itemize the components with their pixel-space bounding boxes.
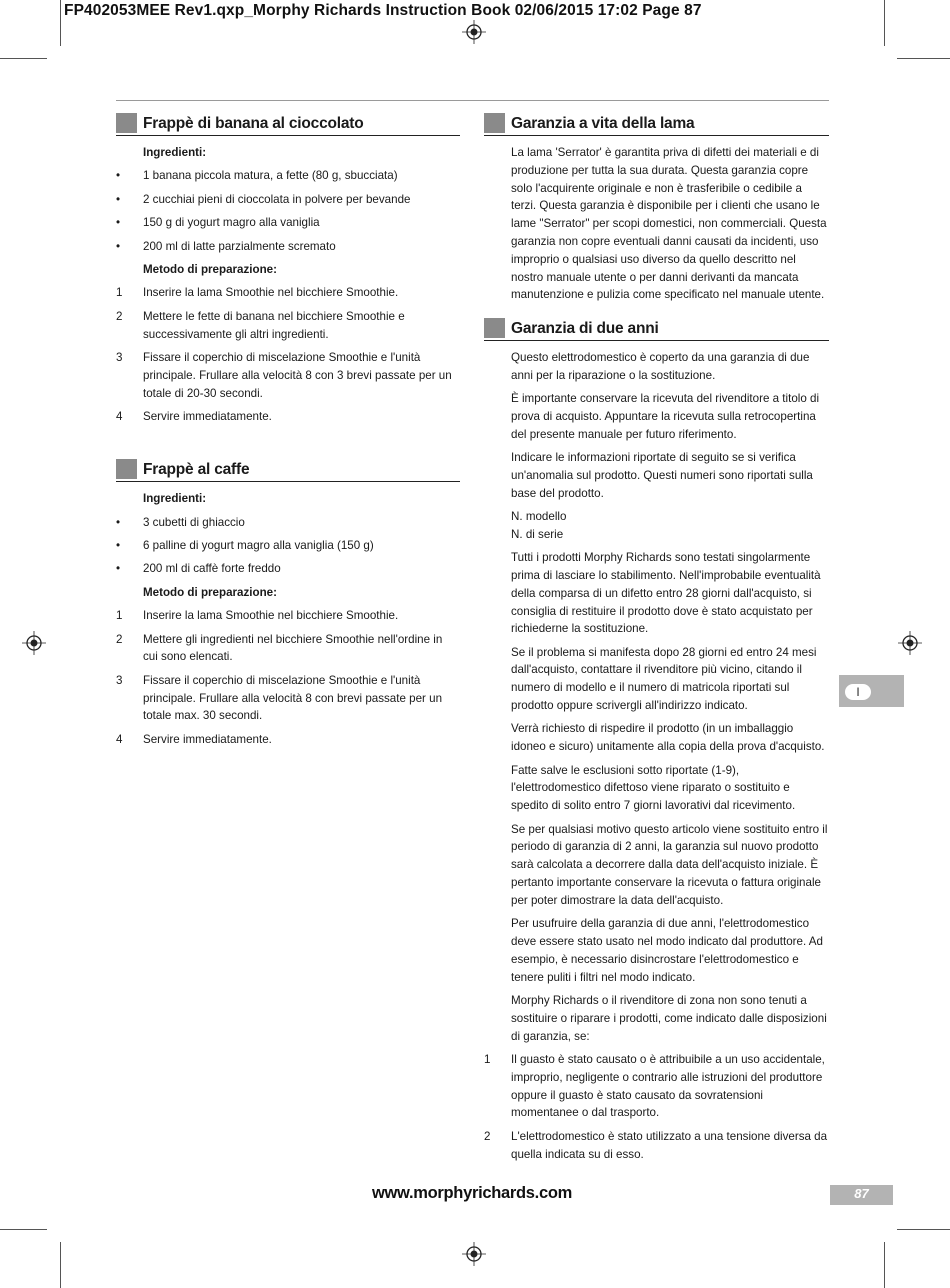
bullet-icon: •	[116, 216, 121, 230]
ingredient-item: • 200 ml di caffè forte freddo	[116, 560, 460, 578]
crop-mark	[60, 1242, 61, 1288]
crop-mark	[884, 1242, 885, 1288]
serial-number-label: N. di serie	[511, 527, 564, 541]
warranty-paragraph: Se per qualsiasi motivo questo articolo viene sostituito entro il periodo di garanzia di 2 anni, la garanzia sul nuovo prodotto sarà calcolata a decorrere dalla data dell'acquisto iniziale. È pertanto importante conservare la ricevuta o fattura originale per poter dimostrare la data dell'acquisto.	[511, 822, 828, 907]
method-step: 2 Mettere le fette di banana nel bicchiere Smoothie e successivamente gli altri ingredienti.	[116, 309, 405, 341]
ingredient-item: • 2 cucchiai pieni di cioccolata in polvere per bevande	[116, 191, 460, 209]
crop-mark	[60, 0, 61, 46]
registration-mark-icon	[22, 631, 46, 655]
bullet-icon: •	[116, 562, 121, 576]
left-column	[116, 113, 460, 754]
recipe-title: Frappè al caffe	[143, 461, 250, 479]
method-step: 3 Fissare il coperchio di miscelazione Smoothie e l'unità principale. Frullare alla velocità 8 con brevi passate per un totale max. 30 secondi.	[116, 673, 443, 723]
method-step: 1 Inserire la lama Smoothie nel bicchiere Smoothie.	[116, 286, 399, 300]
heading-box-icon	[484, 113, 505, 133]
bullet-icon: •	[116, 515, 121, 529]
method-step: 4 Servire immediatamente.	[116, 732, 272, 746]
heading-box-icon	[484, 318, 505, 338]
crop-mark	[897, 1229, 950, 1230]
right-column	[484, 113, 829, 1169]
warranty-paragraph: È importante conservare la ricevuta del rivenditore a titolo di prova di acquisto. Appuntare la ricevuta sulla retrocopertina del presente manuale per futuro riferimento.	[511, 391, 820, 441]
section-heading	[484, 113, 829, 136]
method-step: 3 Fissare il coperchio di miscelazione Smoothie e l'unità principale. Frullare alla velocità 8 con 3 brevi passate per un totale di 20-30 secondi.	[116, 350, 452, 400]
warranty-paragraph: Se il problema si manifesta dopo 28 giorni ed entro 24 mesi dall'acquisto, contattare il rivenditore più vicino, citando il numero di modello e il numero di matricola riportati sul prodotto oppure scrivergli all'indirizzo indicato.	[511, 645, 817, 713]
method-step: 1 Inserire la lama Smoothie nel bicchiere Smoothie.	[116, 609, 399, 623]
method-label: Metodo di preparazione:	[143, 262, 277, 276]
crop-mark	[897, 58, 950, 59]
warranty-paragraph: Fatte salve le esclusioni sotto riportate (1-9), l'elettrodomestico difettoso viene riparato o sostituito e spedito di solito entro 7 giorni lavorativi dal ricevimento.	[511, 763, 796, 813]
language-tab	[839, 675, 904, 707]
warranty-condition: 1 Il guasto è stato causato o è attribuibile a un uso accidentale, improprio, negligente o contrario alle istruzioni del produttore oppure il guasto è stato causato da sovratensioni momentanee o dal trasporto.	[484, 1052, 825, 1120]
warranty-title: Garanzia a vita della lama	[511, 115, 695, 132]
section-heading	[116, 459, 460, 482]
warranty-paragraph: La lama 'Serrator' è garantita priva di difetti dei materiali e di produzione per tutta la sua durata. Questa garanzia copre solo l'acquirente originale e non è trasferibile o cedibile a terzi. Questa garanzia è disponibile per i clienti che usano le lame "Serrator" per scopi domestici, non commerciali. Questa garanzia non copre eventuali danni causati da incidenti, uso improprio o qualsiasi uso diverso da quello descritto nel nostro manuale utente o per danni derivanti da mancata manutenzione e pulizia come specificato nel manuale utente.	[511, 146, 827, 302]
warranty-paragraph: Verrà richiesto di rispedire il prodotto (in un imballaggio idoneo e sicuro) unitamente alla copia della prova d'acquisto.	[511, 722, 825, 754]
bullet-icon: •	[116, 192, 121, 206]
ingredient-item: • 6 palline di yogurt magro alla vaniglia (150 g)	[116, 537, 460, 555]
ingredient-item: • 150 g di yogurt magro alla vaniglia	[116, 214, 460, 232]
crop-mark	[0, 58, 47, 59]
heading-box-icon	[116, 113, 137, 133]
page-number: 87	[854, 1186, 869, 1201]
method-step: 2 Mettere gli ingredienti nel bicchiere Smoothie nell'ordine in cui sono elencati.	[116, 632, 443, 664]
warranty-paragraph: Morphy Richards o il rivenditore di zona non sono tenuti a sostituire o riparare i prodotti, come indicato dalle disposizioni di garanzia, se:	[511, 994, 827, 1043]
ingredient-item: • 1 banana piccola matura, a fette (80 g, sbucciata)	[116, 167, 460, 185]
registration-mark-icon	[898, 631, 922, 655]
warranty-paragraph: Questo elettrodomestico è coperto da una garanzia di due anni per la riparazione o la sostituzione.	[511, 350, 810, 382]
ingredient-item: • 3 cubetti di ghiaccio	[116, 514, 460, 532]
section-heading	[116, 113, 460, 136]
bullet-icon: •	[116, 539, 121, 553]
warranty-paragraph: Per usufruire della garanzia di due anni, l'elettrodomestico deve essere stato usato nel modo indicato dal produttore. Ad esempio, è necessario disincrostare l'elettrodomestico e tenere puliti i filtri nel modo indicato.	[511, 917, 823, 984]
warranty-paragraph: Tutti i prodotti Morphy Richards sono testati singolarmente prima di lasciare lo stabilimento. Nell'improbabile eventualità della comparsa di un difetto entro 28 giorni dall'acquisto, si consiglia di restituire il prodotto dove è stato acquistato per richiederne la sostituzione.	[511, 551, 821, 636]
method-step: 4 Servire immediatamente.	[116, 409, 272, 423]
warranty-paragraph: Indicare le informazioni riportate di seguito se si verifica un'anomalia sul prodotto. Questi numeri sono riportati sulla base del prodotto.	[511, 450, 813, 500]
bullet-icon: •	[116, 169, 121, 183]
model-number-label: N. modello	[511, 509, 567, 523]
warranty-condition: 2 L'elettrodomestico è stato utilizzato a una tensione diversa da quella indicata su di esso.	[484, 1129, 828, 1161]
page-number-box	[830, 1185, 893, 1205]
top-rule	[116, 100, 829, 101]
section-heading	[484, 318, 829, 341]
crop-mark	[0, 1229, 47, 1230]
language-label: I	[845, 684, 871, 700]
ingredient-item: • 200 ml di latte parzialmente scremato	[116, 238, 460, 256]
crop-mark	[884, 0, 885, 46]
bullet-icon: •	[116, 239, 121, 253]
warranty-title: Garanzia di due anni	[511, 319, 659, 337]
method-label: Metodo di preparazione:	[143, 585, 277, 599]
heading-box-icon	[116, 459, 137, 479]
website-url: www.morphyrichards.com	[371, 1184, 572, 1202]
registration-mark-icon	[462, 1242, 486, 1266]
ingredients-label: Ingredienti:	[143, 146, 207, 159]
ingredients-label: Ingredienti:	[143, 492, 207, 506]
registration-mark-icon	[462, 20, 486, 44]
print-slug-line: FP402053MEE Rev1.qxp_Morphy Richards Instruction Book 02/06/2015 17:02 Page 87	[64, 2, 702, 19]
recipe-title: Frappè di banana al cioccolato	[143, 115, 364, 132]
